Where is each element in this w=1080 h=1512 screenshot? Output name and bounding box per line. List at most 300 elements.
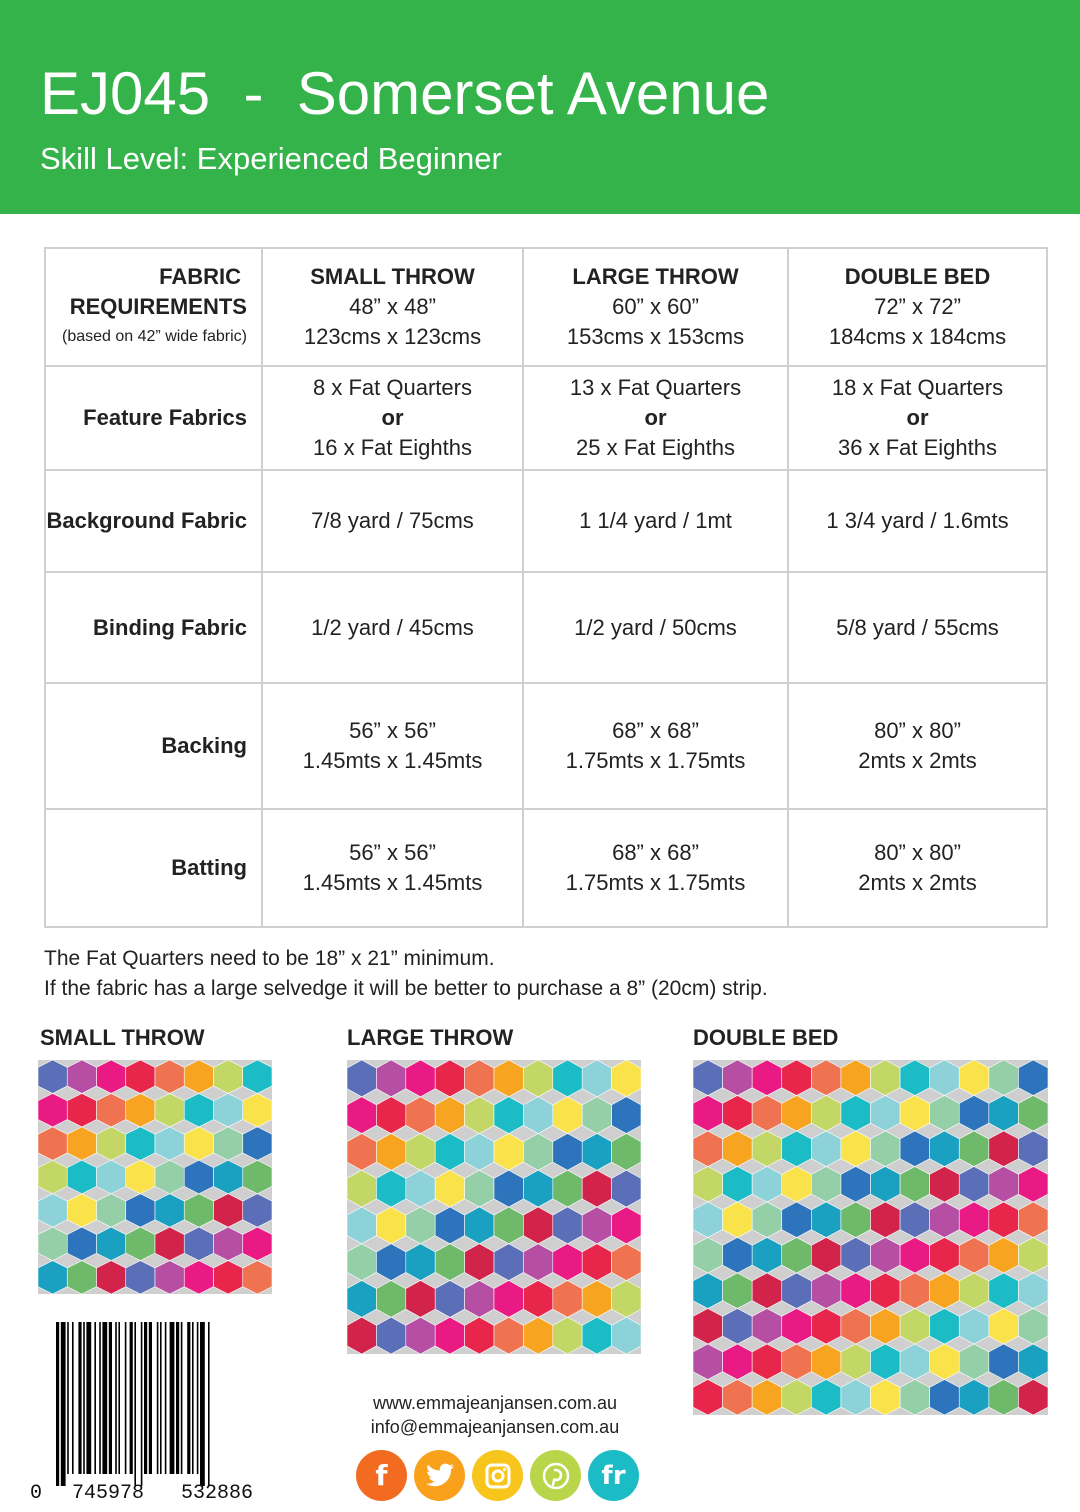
quilt-block: [841, 1167, 871, 1203]
quilt-block: [494, 1170, 523, 1207]
row-label-background: Background Fabric: [45, 470, 262, 572]
table-cell: [788, 366, 1047, 470]
double-bed-label: DOUBLE BED: [693, 1025, 839, 1050]
quilt-block: [523, 1317, 552, 1354]
quilt-block: [989, 1309, 1019, 1345]
barcode-bar: [192, 1322, 194, 1474]
quilt-block: [930, 1380, 960, 1416]
quilt-block: [871, 1273, 901, 1309]
size-cms: 123cms x 123cms: [303, 324, 482, 349]
quilt-block: [612, 1281, 641, 1318]
quilt-block: [811, 1167, 841, 1203]
skill-level: Skill Level: Experienced Beginner: [40, 141, 502, 176]
quilt-block: [989, 1167, 1019, 1203]
quilt-block: [959, 1167, 989, 1203]
quilt-block: [523, 1207, 552, 1244]
quilt-block: [523, 1097, 552, 1134]
quilt-block: [930, 1273, 960, 1309]
quilt-block: [214, 1160, 243, 1193]
quilt-block: [752, 1096, 782, 1132]
quilt-block: [752, 1202, 782, 1238]
corner-line-1: FABRIC: [159, 264, 241, 289]
quilt-block: [553, 1170, 582, 1207]
barcode-bar: [109, 1322, 112, 1474]
quilt-block: [900, 1131, 930, 1167]
quilt-block: [989, 1344, 1019, 1380]
quilt-block: [752, 1060, 782, 1096]
quilt-block: [347, 1317, 376, 1354]
quilt-block: [67, 1160, 96, 1193]
quilt-block: [930, 1096, 960, 1132]
quilt-block: [723, 1096, 753, 1132]
quilt-block: [155, 1194, 184, 1227]
quilt-block: [612, 1244, 641, 1281]
or-text: or: [644, 405, 667, 430]
barcode-bar: [160, 1322, 162, 1474]
barcode-bar: [72, 1322, 74, 1474]
quilt-block: [494, 1317, 523, 1354]
quilt-block: [494, 1281, 523, 1318]
quilt-block: [406, 1134, 435, 1171]
quilt-block: [435, 1134, 464, 1171]
large-throw-label: LARGE THROW: [347, 1025, 514, 1050]
fat-quarters: 18 x Fat Quarters: [831, 375, 1004, 400]
quilt-block: [841, 1273, 871, 1309]
small-throw-label: SMALL THROW: [40, 1025, 205, 1050]
quilt-block: [243, 1060, 272, 1093]
quilt-block: [693, 1096, 723, 1132]
table-corner: [45, 248, 262, 366]
quilt-block: [612, 1170, 641, 1207]
quilt-block: [67, 1261, 96, 1294]
quilt-block: [1018, 1131, 1048, 1167]
quilt-block: [900, 1060, 930, 1096]
inches: 56” x 56”: [349, 840, 436, 865]
quilt-block: [406, 1281, 435, 1318]
quilt-block: [811, 1380, 841, 1416]
quilt-block: [243, 1261, 272, 1294]
small-throw-quilt-image: [38, 1060, 272, 1294]
quilt-block: [494, 1134, 523, 1171]
barcode-bar: [118, 1322, 120, 1474]
notes: [44, 944, 768, 1004]
quilt-block: [989, 1060, 1019, 1096]
website-link[interactable]: www.emmajeanjansen.com.au: [372, 1393, 618, 1413]
quilt-block: [406, 1207, 435, 1244]
quilt-block: [959, 1238, 989, 1274]
facebook-icon[interactable]: f: [356, 1450, 407, 1501]
quilt-block: [184, 1093, 213, 1126]
table-row: [45, 470, 1047, 572]
table-cell: 7/8 yard / 75cms: [262, 470, 523, 572]
row-label-binding: Binding Fabric: [45, 572, 262, 683]
fat-quarters: 13 x Fat Quarters: [569, 375, 742, 400]
quilt-block: [752, 1131, 782, 1167]
fat-eighths: 16 x Fat Eighths: [313, 435, 472, 460]
quilt-block: [553, 1207, 582, 1244]
fat-quarters: 8 x Fat Quarters: [313, 375, 472, 400]
quilt-block: [989, 1202, 1019, 1238]
table-row: [45, 248, 1047, 366]
quilt-block: [782, 1273, 812, 1309]
quilt-block: [523, 1244, 552, 1281]
quilt-block: [243, 1160, 272, 1193]
note-line-2: If the fabric has a large selvedge it will be better to purchase a 8” (20cm) strip.: [44, 977, 768, 1000]
quilt-block: [871, 1167, 901, 1203]
table-row: [45, 809, 1047, 927]
quilt-block: [376, 1170, 405, 1207]
quilt-block: [184, 1127, 213, 1160]
quilt-block: [782, 1167, 812, 1203]
quilt-block: [871, 1131, 901, 1167]
table-cell: 1/2 yard / 45cms: [262, 572, 523, 683]
barcode-bar: [165, 1322, 167, 1474]
row-label-feature: Feature Fabrics: [45, 366, 262, 470]
quilt-block: [523, 1060, 552, 1097]
quilt-block: [871, 1344, 901, 1380]
table-cell: [788, 809, 1047, 927]
quilt-block: [97, 1261, 126, 1294]
quilt-block: [1018, 1167, 1048, 1203]
barcode-bar: [157, 1322, 159, 1474]
quilt-block: [553, 1060, 582, 1097]
inches: 68” x 68”: [612, 718, 699, 743]
quilt-block: [347, 1281, 376, 1318]
barcode-bar: [86, 1322, 91, 1474]
quilt-block: [752, 1380, 782, 1416]
quilt-block: [900, 1167, 930, 1203]
quilt-block: [347, 1097, 376, 1134]
barcode-bar: [170, 1322, 175, 1474]
quilt-block: [723, 1202, 753, 1238]
barcode-bar: [208, 1322, 210, 1486]
quilt-block: [214, 1127, 243, 1160]
fat-eighths: 25 x Fat Eighths: [576, 435, 735, 460]
quilt-block: [155, 1227, 184, 1260]
quilt-block: [989, 1096, 1019, 1132]
barcode-bar: [181, 1322, 183, 1474]
quilt-block: [214, 1261, 243, 1294]
double-bed-quilt-image: [693, 1060, 1048, 1415]
quilt-block: [38, 1194, 67, 1227]
large-throw-quilt-image: [347, 1060, 641, 1354]
quilt-block: [930, 1309, 960, 1345]
quilt-block: [782, 1131, 812, 1167]
quilt-block: [243, 1127, 272, 1160]
quilt-block: [465, 1134, 494, 1171]
quilt-block: [214, 1194, 243, 1227]
quilt-block: [612, 1097, 641, 1134]
quilt-block: [184, 1160, 213, 1193]
quilt-block: [693, 1273, 723, 1309]
barcode-bar: [187, 1322, 190, 1474]
quilt-block: [406, 1170, 435, 1207]
page-title: EJ045 - Somerset Avenue: [40, 60, 770, 127]
quilt-block: [959, 1344, 989, 1380]
table-cell: 1 3/4 yard / 1.6mts: [788, 470, 1047, 572]
quilt-block: [782, 1238, 812, 1274]
corner-note: (based on 42” wide fabric): [62, 328, 247, 345]
quilt-block: [959, 1273, 989, 1309]
quilt-block: [155, 1160, 184, 1193]
quilt-block: [1018, 1344, 1048, 1380]
quilt-block: [930, 1202, 960, 1238]
quilt-block: [723, 1273, 753, 1309]
quilt-block: [959, 1131, 989, 1167]
quilt-block: [1018, 1238, 1048, 1274]
quilt-block: [930, 1060, 960, 1096]
quilt-block: [347, 1244, 376, 1281]
quilt-block: [582, 1134, 611, 1171]
quilt-block: [126, 1194, 155, 1227]
quilt-block: [214, 1227, 243, 1260]
header-double-bed: [788, 248, 1047, 366]
quilt-block: [214, 1093, 243, 1126]
barcode-digits-right: 532886: [181, 1482, 254, 1505]
quilt-block: [465, 1244, 494, 1281]
quilt-block: [435, 1317, 464, 1354]
quilt-block: [67, 1127, 96, 1160]
barcode-bar: [99, 1322, 101, 1474]
size-cms: 184cms x 184cms: [828, 324, 1007, 349]
quilt-block: [126, 1127, 155, 1160]
quilt-block: [97, 1227, 126, 1260]
quilt-block: [435, 1207, 464, 1244]
quilt-block: [871, 1060, 901, 1096]
quilt-block: [612, 1134, 641, 1171]
inches: 80” x 80”: [874, 718, 961, 743]
size-inches: 72” x 72”: [874, 294, 961, 319]
quilt-block: [900, 1238, 930, 1274]
barcode-bar: [56, 1322, 59, 1486]
quilt-block: [959, 1060, 989, 1096]
quilt-block: [38, 1227, 67, 1260]
quilt-block: [612, 1207, 641, 1244]
quilt-block: [989, 1131, 1019, 1167]
quilt-block: [347, 1134, 376, 1171]
table-cell: [262, 366, 523, 470]
table-row: [45, 366, 1047, 470]
quilt-block: [465, 1317, 494, 1354]
fat-eighths: 36 x Fat Eighths: [838, 435, 997, 460]
quilt-block: [184, 1194, 213, 1227]
quilt-block: [871, 1309, 901, 1345]
metres: 1.75mts x 1.75mts: [565, 748, 746, 773]
quilt-block: [930, 1238, 960, 1274]
quilt-block: [184, 1227, 213, 1260]
quilt-block: [582, 1170, 611, 1207]
quilt-block: [38, 1160, 67, 1193]
quilt-block: [553, 1097, 582, 1134]
quilt-block: [930, 1131, 960, 1167]
table-cell: [523, 366, 788, 470]
quilt-block: [243, 1194, 272, 1227]
quilt-block: [1018, 1096, 1048, 1132]
quilt-block: [435, 1170, 464, 1207]
quilt-block: [347, 1060, 376, 1097]
quilt-block: [376, 1134, 405, 1171]
table-cell: [262, 809, 523, 927]
quilt-block: [376, 1281, 405, 1318]
quilt-block: [582, 1207, 611, 1244]
quilt-block: [693, 1131, 723, 1167]
quilt-block: [612, 1317, 641, 1354]
quilt-block: [811, 1309, 841, 1345]
quilt-block: [900, 1096, 930, 1132]
quilt-block: [184, 1060, 213, 1093]
or-text: or: [906, 405, 929, 430]
quilt-block: [1018, 1309, 1048, 1345]
quilt-block: [693, 1238, 723, 1274]
quilt-block: [841, 1060, 871, 1096]
quilt-block: [155, 1127, 184, 1160]
quilt-block: [1018, 1273, 1048, 1309]
quilt-block: [38, 1060, 67, 1093]
quilt-block: [900, 1202, 930, 1238]
size-inches: 60” x 60”: [612, 294, 699, 319]
header-small-throw: [262, 248, 523, 366]
quilt-block: [406, 1060, 435, 1097]
quilt-block: [376, 1097, 405, 1134]
quilt-block: [723, 1380, 753, 1416]
quilt-block: [494, 1207, 523, 1244]
quilt-block: [243, 1093, 272, 1126]
quilt-block: [155, 1261, 184, 1294]
size-inches: 48” x 48”: [349, 294, 436, 319]
corner-line-2: REQUIREMENTS: [69, 294, 247, 319]
quilt-block: [494, 1244, 523, 1281]
barcode-image: [40, 1322, 272, 1486]
quilt-block: [67, 1194, 96, 1227]
quilt-block: [782, 1060, 812, 1096]
quilt-block: [612, 1060, 641, 1097]
quilt-block: [347, 1207, 376, 1244]
quilt-block: [693, 1202, 723, 1238]
quilt-block: [841, 1309, 871, 1345]
quilt-block: [693, 1380, 723, 1416]
quilt-block: [841, 1096, 871, 1132]
quilt-block: [752, 1238, 782, 1274]
quilt-block: [871, 1238, 901, 1274]
quilt-block: [811, 1202, 841, 1238]
quilt-block: [782, 1380, 812, 1416]
quilt-block: [900, 1273, 930, 1309]
quilt-block: [376, 1060, 405, 1097]
or-text: or: [381, 405, 404, 430]
barcode-bar: [149, 1322, 152, 1474]
quilt-block: [126, 1160, 155, 1193]
quilt-block: [1018, 1202, 1048, 1238]
quilt-block: [494, 1060, 523, 1097]
quilt-block: [523, 1134, 552, 1171]
quilt-block: [465, 1060, 494, 1097]
quilt-block: [435, 1060, 464, 1097]
quilt-block: [871, 1202, 901, 1238]
quilt-block: [811, 1131, 841, 1167]
quilt-block: [465, 1281, 494, 1318]
quilt-block: [243, 1227, 272, 1260]
quilt-block: [811, 1060, 841, 1096]
table-cell: 1/2 yard / 50cms: [523, 572, 788, 683]
barcode-bar: [94, 1322, 96, 1474]
quilt-block: [782, 1309, 812, 1345]
email-link[interactable]: info@emmajeanjansen.com.au: [370, 1417, 620, 1437]
quilt-block: [126, 1261, 155, 1294]
table-cell: 5/8 yard / 55cms: [788, 572, 1047, 683]
metres: 1.45mts x 1.45mts: [302, 870, 483, 895]
quilt-block: [97, 1160, 126, 1193]
quilt-block: [723, 1131, 753, 1167]
barcode-digit-first: 0: [30, 1482, 43, 1505]
quilt-block: [841, 1238, 871, 1274]
quilt-block: [693, 1309, 723, 1345]
quilt-block: [376, 1207, 405, 1244]
quilt-block: [1018, 1060, 1048, 1096]
quilt-block: [841, 1344, 871, 1380]
quilt-block: [97, 1127, 126, 1160]
barcode-bar: [197, 1322, 199, 1474]
quilt-block: [693, 1344, 723, 1380]
table-cell: [262, 683, 523, 809]
flickr-icon[interactable]: fr: [588, 1450, 639, 1501]
quilt-block: [465, 1097, 494, 1134]
pinterest-icon[interactable]: [530, 1450, 581, 1501]
quilt-block: [811, 1238, 841, 1274]
quilt-block: [989, 1380, 1019, 1416]
size-name: LARGE THROW: [572, 264, 739, 289]
quilt-block: [126, 1060, 155, 1093]
quilt-block: [723, 1309, 753, 1345]
size-cms: 153cms x 153cms: [566, 324, 745, 349]
quilt-block: [582, 1281, 611, 1318]
quilt-block: [841, 1131, 871, 1167]
quilt-block: [930, 1344, 960, 1380]
quilt-block: [38, 1127, 67, 1160]
twitter-icon[interactable]: [414, 1450, 465, 1501]
quilt-block: [752, 1344, 782, 1380]
quilt-block: [97, 1060, 126, 1093]
size-name: SMALL THROW: [310, 264, 475, 289]
barcode-bar: [134, 1322, 136, 1486]
quilt-block: [523, 1170, 552, 1207]
row-label-batting: Batting: [45, 809, 262, 927]
quilt-block: [553, 1134, 582, 1171]
quilt-block: [155, 1060, 184, 1093]
quilt-block: [989, 1273, 1019, 1309]
quilt-block: [582, 1317, 611, 1354]
fabric-requirements-table: [44, 247, 1048, 928]
social-icons: [356, 1450, 639, 1501]
quilt-block: [782, 1096, 812, 1132]
barcode-bar: [200, 1322, 205, 1486]
instagram-icon[interactable]: [472, 1450, 523, 1501]
barcode-digits-left: 745978: [72, 1482, 145, 1505]
quilt-block: [155, 1093, 184, 1126]
barcode-bar: [78, 1322, 81, 1474]
note-line-1: The Fat Quarters need to be 18” x 21” minimum.: [44, 947, 495, 970]
quilt-block: [553, 1281, 582, 1318]
barcode-bar: [144, 1322, 147, 1474]
barcode-bar: [141, 1322, 143, 1486]
quilt-block: [752, 1273, 782, 1309]
quilt-block: [871, 1380, 901, 1416]
quilt-block: [582, 1060, 611, 1097]
quilt-block: [959, 1096, 989, 1132]
table-row: [45, 683, 1047, 809]
quilt-block: [871, 1096, 901, 1132]
quilt-block: [347, 1170, 376, 1207]
quilt-block: [811, 1344, 841, 1380]
